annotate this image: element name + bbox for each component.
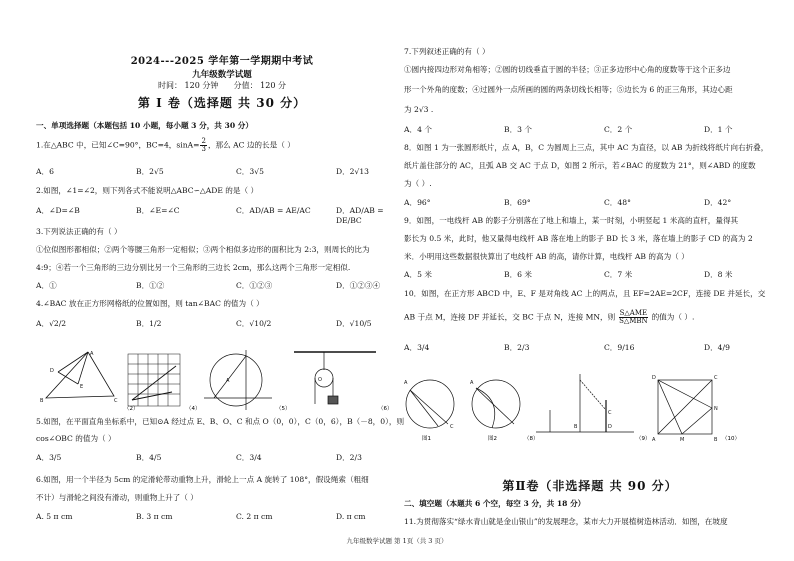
fig-label-2: （2） [124,406,139,412]
q3-options [36,280,408,291]
part1-heading: 第 I 卷（选择题 共 30 分） [137,96,307,110]
q1-options [36,166,408,177]
score-label: 分值： [233,81,258,90]
q10-fraction: $\frac{\text{S△AME}}{\text{S△MBN}}$ [619,309,648,325]
q4-text: 4.∠BAC 放在正方形网格纸的位置如图，则 tan∠BAC 的值为（ ） [36,299,264,308]
q7-line1: 7.下列叙述正确的有（ ） [404,47,490,56]
svg-text:C: C [114,398,118,404]
svg-text:O: O [318,377,322,383]
section2-heading: 二、填空题（本题共 6 个空，每空 3 分，共 18 分） [404,499,586,508]
q7-line3: 形一个外角的度数；④过圆外一点所画的圆的两条切线长相等；⑤边长为 6 的正三角形，其边心距 [404,85,733,94]
q3-option-a[interactable]: A．① [36,281,57,290]
page-footer: 九年级数学试题 第 1页（共 3 页） [346,537,448,545]
q7-option-a[interactable]: A．4 个 [404,125,432,134]
q3-line3: 4:9；④若一个三角形的三边分别比另一个三角形的三边长 2cm，那么这两个三角形一定相似. [36,263,351,272]
q7-line4: 为 2√3 . [404,105,434,114]
q10-option-c[interactable]: C．9/16 [604,343,635,352]
q2-option-a[interactable]: A．∠D=∠B [36,206,80,215]
q9-option-a[interactable]: A．5 米 [404,270,432,279]
q5-option-b[interactable]: B．4/5 [136,453,162,462]
q8-line3: 为（ ）. [404,179,432,188]
exam-subtitle: 九年级数学试题 [192,70,252,80]
q10-tail: 的值为（ ）. [651,312,695,322]
svg-text:B: B [40,398,44,404]
q5-line1: 5.如图，在平面直角坐标系中，已知⊙A 经过点 E、B、O、C 和点 O（0，0），C（0，6），B（－8，0），则 [36,417,405,426]
q1-option-c[interactable]: C．3√5 [236,167,264,176]
q6-option-d[interactable]: D. π cm [336,512,366,521]
q2-option-d[interactable]: D．AD/AB = DE/BC [336,206,384,225]
svg-text:B: B [714,437,718,443]
square-figure [652,375,718,443]
q4-option-d[interactable]: D．√10/5 [336,319,372,328]
q3-line2: ①位似图形都相似；②两个等腰三角形一定相似；③两个相似多边形的面积比为 2:3，则周长的比为 [36,245,370,254]
exam-title: 2024---2025 学年第一学期期中考试 [130,56,314,67]
circle-fig1 [404,380,454,430]
q8-line1: 8．如图 1 为一张圆形纸片，点 A，B，C 为圆周上三点，其中 AC 为直径，以 AB 为折线将纸片向右折叠， [404,143,769,152]
q10-stem: AB 于点 M，连接 DF 并延长，交 BC 于点 N，连接 MN，则 [404,312,616,322]
q10-line2 [404,310,694,325]
fig-label-9: （9） [636,436,651,442]
q8-options [404,197,776,208]
q2-options [36,205,408,225]
fig-label-2b: 图2 [488,436,497,442]
q9-line1: 9．如图，一电线杆 AB 的影子分别落在了地上和墙上，某一时刻，小明竖起 1 米高的直杆，量得其 [404,216,739,225]
q4-options [36,318,408,329]
q6-options [36,512,408,521]
q6-line2: 不计）与滑轮之间没有滑动，则重物上升了（ ） [36,493,198,502]
q1-stem: 1.在△ABC 中，已知∠C=90°，BC=4，sinA= [36,140,200,150]
q6-option-c[interactable]: C. 2 π cm [236,512,273,521]
q8-line2: 纸片盖住部分的 AC，且弧 AB 交 AC 于点 D，如图 2 所示，若∠BAC 的度数为 21°，则∠ABD 的度数 [404,161,756,170]
q8-option-b[interactable]: B．69° [504,198,531,207]
triangle-figure [40,351,118,404]
svg-text:C: C [450,424,454,430]
q3-line1: 3.下列说法正确的有（ ） [36,227,122,236]
q1-option-b[interactable]: B．2√5 [136,167,164,176]
q9-line3: 米．小明用这些数据很快算出了电线杆 AB 的高，请你计算，电线杆 AB 的高为（ ） [404,252,689,261]
svg-text:C: C [714,375,718,381]
svg-text:A: A [226,378,230,384]
fig-label-1: 图1 [422,436,431,442]
circle-coordinate-figure [204,350,272,410]
fig-label-8: （8） [524,436,539,442]
q6-line1: 6.如图，用一个半径为 5cm 的定滑轮带动重物上升，滑轮上一点 A 旋转了 108°，假设绳索（粗细 [36,475,369,484]
q9-line2: 影长为 0.5 米，此时，他又量得电线杆 AB 落在地上的影子 BD 长 3 米，落在墙上的影子 CD 的高为 2 [404,234,753,243]
q7-options [404,124,776,135]
svg-text:D: D [608,424,612,430]
q9-options [404,269,776,280]
grid-figure [128,354,180,406]
score-value: 120 分 [260,81,286,90]
q9-option-b[interactable]: B．6 米 [504,270,533,279]
q1-option-d[interactable]: D．2√13 [336,167,370,176]
q6-option-a[interactable]: A. 5 π cm [36,512,73,521]
exam-meta [36,80,408,91]
svg-text:D: D [652,375,656,381]
figures-row-right [404,370,776,444]
q4-option-c[interactable]: C．√10/2 [236,319,272,328]
fig-label-4: （4） [186,406,201,412]
part2-heading: 第Ⅱ卷（非选择题 共 90 分） [502,479,678,493]
q3-option-c[interactable]: C．①②③ [236,281,273,290]
q4-option-a[interactable]: A．√2/2 [36,319,67,328]
q7-option-d[interactable]: D．1 个 [704,125,733,134]
svg-text:A: A [404,380,408,386]
q5-line2: cos∠OBC 的值为（ ） [36,434,116,443]
q9-option-c[interactable]: C．7 米 [604,270,633,279]
q5-option-a[interactable]: A．3/5 [36,453,62,462]
fig-label-10: （10） [722,436,740,442]
q1-fraction: $\frac{2}{3}$ [201,137,206,153]
pulley-figure [294,352,376,404]
q1-tail: ，那么 AC 边的长是（ ） [207,140,295,150]
q7-option-c[interactable]: C．2 个 [604,125,633,134]
time-value: 120 分钟 [184,81,219,90]
figures-row-left [36,348,408,414]
svg-text:A: A [90,351,94,357]
pole-shadow-figure [536,374,634,432]
q2-option-b[interactable]: B．∠E=∠C [136,206,180,215]
svg-text:E: E [80,384,84,390]
q7-line2: ①圆内接四边形对角相等；②圆的切线垂直于圆的半径；③正多边形中心角的度数等于这个正多边 [404,65,731,74]
svg-text:N: N [714,406,718,412]
q9-option-d[interactable]: D．8 米 [704,270,733,279]
svg-text:A: A [652,437,656,443]
q5-option-d[interactable]: D．2/3 [336,453,362,462]
svg-text:M: M [680,437,685,443]
q10-line1: 10．如图，在正方形 ABCD 中，E、F 是对角线 AC 上的两点，且 EF=2AE=2CF，连接 DE 并延长，交 [404,289,766,298]
q10-options [404,342,776,353]
q3-option-b[interactable]: B．①② [136,281,165,290]
section1-heading: 一、单项选择题（本题包括 10 小题，每小题 3 分，共 30 分） [36,121,253,130]
q10-option-b[interactable]: B．2/3 [504,343,530,352]
time-label: 时间： [158,81,182,90]
q5-options [36,452,408,463]
circle-fig2 [470,380,520,428]
q6-option-b[interactable]: B. 3 π cm [136,512,173,521]
q3-option-d[interactable]: D．①②③④ [336,281,381,290]
q8-option-a[interactable]: A．96° [404,198,431,207]
q8-option-d[interactable]: D．42° [704,198,732,207]
fig-label-6: （6） [378,406,393,412]
q1-text [36,138,295,153]
q8-option-c[interactable]: C．48° [604,198,631,207]
q10-option-a[interactable]: A．3/4 [404,343,430,352]
q11-text: 11.为贯彻落实“绿水青山就是金山银山”的发展理念，某市大力开展植树造林活动．如图，在坡度 [404,517,728,526]
q2-option-c[interactable]: C．AD/AB = AE/AC [236,206,311,215]
fig-label-5: （5） [276,406,291,412]
svg-text:C: C [608,410,612,416]
svg-text:B: B [574,424,578,430]
q2-text: 2.如图，∠1=∠2，则下列各式不能说明△ABC∽△ADE 的是（ ） [36,186,259,195]
q1-option-a[interactable]: A．6 [36,167,54,176]
q10-option-d[interactable]: D．4/9 [704,343,730,352]
svg-text:A: A [470,380,474,386]
q7-option-b[interactable]: B．3 个 [504,125,533,134]
q4-option-b[interactable]: B．1/2 [136,319,162,328]
svg-text:D: D [50,368,54,374]
q5-option-c[interactable]: C．3/4 [236,453,262,462]
